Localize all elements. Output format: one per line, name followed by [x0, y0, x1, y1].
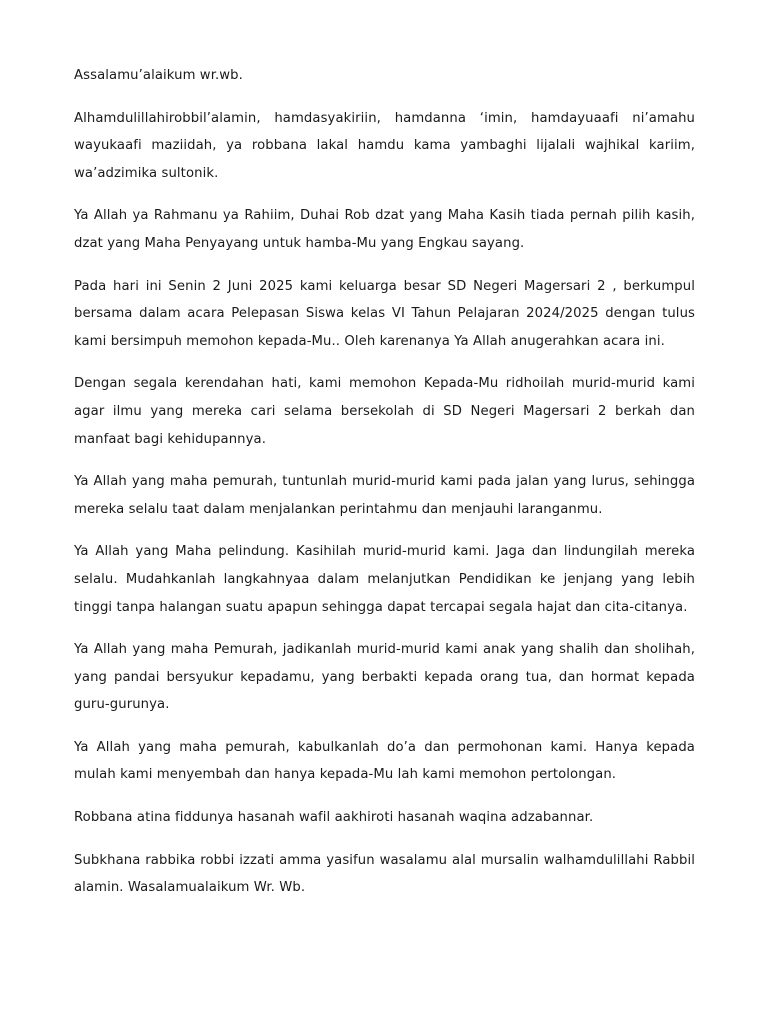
paragraph-invocation: Ya Allah ya Rahmanu ya Rahiim, Duhai Rob dzat yang Maha Kasih tiada pernah pilih kasih, dzat yang Maha Penyayang untuk hamba-Mu yang Engkau sayang.: [74, 208, 695, 251]
closing-salutation: Subkhana rabbika robbi izzati amma yasifun wasalamu alal mursalin walhamdulillahi Rabbil alamin. Wasalamualaikum Wr. Wb.: [74, 852, 695, 896]
greeting-opening: Assalamu’alaikum wr.wb.: [74, 68, 243, 83]
paragraph-acceptance: Ya Allah yang maha pemurah, kabulkanlah do’a dan permohonan kami. Hanya kepada mulah kami menyembah dan hanya kepada-Mu lah kami memohon pertolongan.: [74, 739, 695, 783]
paragraph-guidance: Ya Allah yang maha pemurah, tuntunlah murid-murid kami pada jalan yang lurus, sehingga mereka selalu taat dalam menjalankan perintahmu dan menjauhi laranganmu.: [74, 474, 695, 517]
paragraph-robbana: Robbana atina fiddunya hasanah wafil aakhiroti hasanah waqina adzabannar.: [74, 810, 594, 826]
paragraph-blessing-knowledge: Dengan segala kerendahan hati, kami memohon Kepada-Mu ridhoilah murid-murid kami agar ilmu yang mereka cari selama bersekolah di SD Negeri Magersari 2 berkah dan manfaat bagi kehidupannya.: [74, 376, 695, 447]
paragraph-protection: Ya Allah yang Maha pelindung. Kasihilah murid-murid kami. Jaga dan lindungilah mereka selalu. Mudahkanlah langkahnyaa dalam melanjutkan Pendidikan ke jenjang yang lebih tinggi tanpa halangan suatu apapun sehingga dapat tercapai segala hajat dan cita-citanya.: [74, 544, 695, 615]
paragraph-event-context: Pada hari ini Senin 2 Juni 2025 kami keluarga besar SD Negeri Magersari 2 , berkumpul bersama dalam acara Pelepasan Siswa kelas VI Tahun Pelajaran 2024/2025 dengan tulus kami bersimpuh memohon kepada-Mu.. Oleh karenanya Ya Allah anugerahkan acara ini.: [74, 278, 695, 349]
prayer-document: [74, 62, 695, 917]
paragraph-hamdalah: Alhamdulillahirobbil’alamin, hamdasyakiriin, hamdanna ‘imin, hamdayuaafi ni’amahu wayukaafi maziidah, ya robbana lakal hamdu kama yambaghi lijalali wajhikal kariim, wa’adzimika sultonik.: [74, 110, 695, 181]
paragraph-righteous-children: Ya Allah yang maha Pemurah, jadikanlah murid-murid kami anak yang shalih dan sholihah, yang pandai bersyukur kepadamu, yang berbakti kepada orang tua, dan hormat kepada guru-gurunya.: [74, 642, 695, 713]
